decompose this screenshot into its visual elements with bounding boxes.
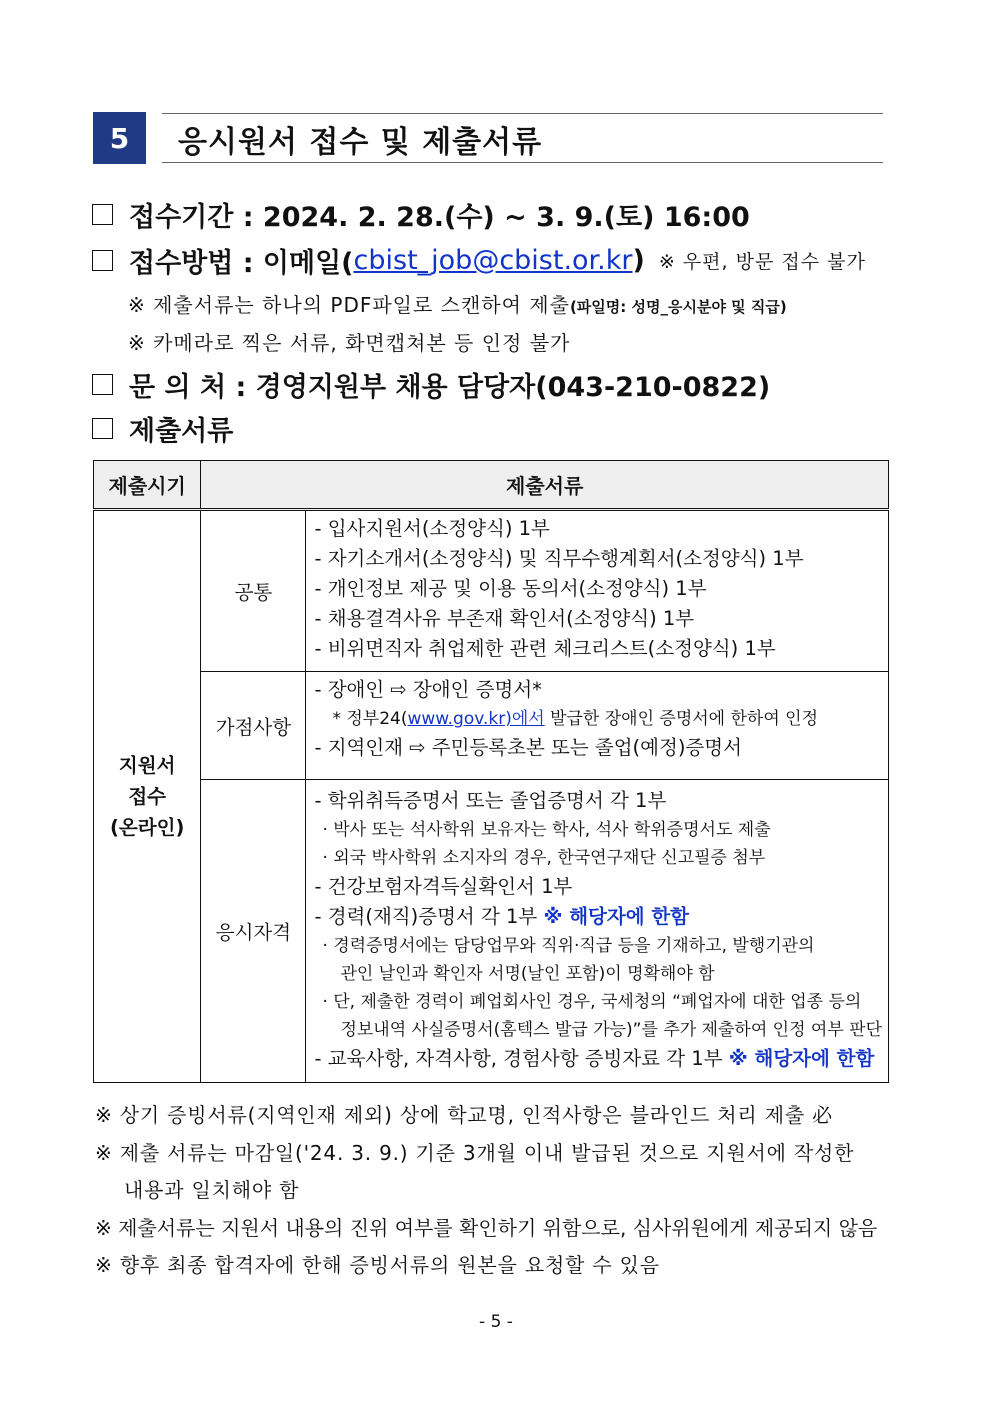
note-blind: ※ 상기 증빙서류(지역인재 제외) 상에 학교명, 인적사항은 블라인드 처리 제출 必 xyxy=(95,1103,833,1127)
bonus-items xyxy=(306,672,889,780)
checkbox-square-icon xyxy=(92,204,113,225)
list-item: - 학위취득증명서 또는 졸업증명서 각 1부 xyxy=(314,789,667,812)
bonus-note-pre: * 정부24( xyxy=(332,709,408,729)
docs-title-line xyxy=(92,409,233,448)
gov-link[interactable]: www.gov.kr)에서 xyxy=(407,709,545,729)
page-number: - 5 - xyxy=(479,1312,513,1332)
sub-note-pdf-main: ※ 제출서류는 하나의 PDF파일로 스캔하여 제출 xyxy=(128,293,570,317)
period-line xyxy=(92,195,750,234)
note-original: ※ 향후 최종 합격자에 한해 증빙서류의 원본을 요청할 수 있음 xyxy=(95,1253,660,1277)
note-purpose: ※ 제출서류는 지원서 내용의 진위 여부를 확인하기 위함으로, 심사위원에게 제공되지 않음 xyxy=(95,1216,878,1240)
method-close: ) xyxy=(632,245,645,276)
list-item xyxy=(314,1044,882,1074)
category-line: 지원서 xyxy=(118,754,176,777)
sub-note-pdf xyxy=(128,289,787,318)
category-cell xyxy=(94,510,201,1083)
bonus-note xyxy=(314,705,882,733)
list-item: - 건강보험자격득실확인서 1부 xyxy=(314,875,573,898)
list-item xyxy=(314,902,882,932)
list-subitem: · 경력증명서에는 담당업무와 직위·직급 등을 기재하고, 발행기관의 xyxy=(322,936,815,956)
education-text: - 교육사항, 자격사항, 경험사항 증빙자료 각 1부 xyxy=(314,1047,729,1070)
section-top-rule xyxy=(162,113,883,114)
list-subitem: · 외국 박사학위 소지자의 경우, 한국연구재단 신고필증 첨부 xyxy=(322,848,766,868)
list-item: - 개인정보 제공 및 이용 동의서(소정양식) 1부 xyxy=(314,577,707,600)
bonus-note-post: 발급한 장애인 증명서에 한하여 인정 xyxy=(544,709,819,729)
list-item: - 입사지원서(소정양식) 1부 xyxy=(314,517,550,540)
list-item: - 지역인재 ⇨ 주민등록초본 또는 졸업(예정)증명서 xyxy=(314,736,742,759)
category-line: (온라인) xyxy=(110,816,185,839)
list-item: - 비위면직자 취업제한 관련 체크리스트(소정양식) 1부 xyxy=(314,637,776,660)
checkbox-square-icon xyxy=(92,374,113,395)
highlight-note: ※ 해당자에 한함 xyxy=(728,1047,875,1070)
header-timing: 제출시기 xyxy=(94,461,201,510)
section-title: 응시원서 접수 및 제출서류 xyxy=(178,125,543,160)
list-subitem: · 박사 또는 석사학위 보유자는 학사, 석사 학위증명서도 제출 xyxy=(322,820,771,840)
subcat-bonus: 가점사항 xyxy=(201,672,306,780)
contact-line xyxy=(92,365,770,404)
subcat-qualification: 응시자격 xyxy=(201,780,306,1083)
method-note: ※ 우편, 방문 접수 불가 xyxy=(658,251,866,273)
list-item: - 장애인 ⇨ 장애인 증명서* xyxy=(314,678,542,701)
list-subitem-cont: 정보내역 사실증명서(홈텍스 발급 가능)”를 추가 제출하여 인정 여부 판단 xyxy=(340,1020,882,1040)
note-deadline: ※ 제출 서류는 마감일('24. 3. 9.) 기준 3개월 이내 발급된 것으로 지원서에 작성한 xyxy=(95,1141,855,1165)
period-text: 접수기간 : 2024. 2. 28.(수) ~ 3. 9.(토) 16:00 xyxy=(129,202,750,233)
header-documents: 제출서류 xyxy=(201,461,889,510)
list-subitem-cont: 관인 날인과 확인자 서명(날인 포함)이 명확해야 함 xyxy=(340,964,715,984)
list-item: - 채용결격사유 부존재 확인서(소정양식) 1부 xyxy=(314,607,695,630)
checkbox-square-icon xyxy=(92,250,113,271)
qualification-items xyxy=(306,780,889,1083)
category-line: 접수 xyxy=(128,785,167,808)
email-link[interactable]: cbist_job@cbist.or.kr xyxy=(353,245,633,276)
contact-text: 문 의 처 : 경영지원부 채용 담당자(043-210-0822) xyxy=(129,372,771,403)
checkbox-square-icon xyxy=(92,418,113,439)
method-line xyxy=(92,241,866,280)
sub-note-pdf-filename: (파일명: 성명_응시분야 및 직급) xyxy=(569,298,787,316)
sub-note-camera: ※ 카메라로 찍은 서류, 화면캡쳐본 등 인정 불가 xyxy=(128,331,571,355)
subcat-common: 공통 xyxy=(201,510,306,672)
common-items xyxy=(306,510,889,672)
highlight-note: ※ 해당자에 한함 xyxy=(543,905,690,928)
method-label: 접수방법 : 이메일( xyxy=(129,248,354,279)
section-number-badge: 5 xyxy=(93,112,146,164)
career-cert-text: - 경력(재직)증명서 각 1부 xyxy=(314,905,544,928)
documents-table xyxy=(93,460,889,1083)
note-deadline-cont: 내용과 일치해야 함 xyxy=(124,1178,300,1202)
section-bottom-rule xyxy=(162,162,883,163)
list-item: - 자기소개서(소정양식) 및 직무수행계획서(소정양식) 1부 xyxy=(314,547,804,570)
list-subitem: · 단, 제출한 경력이 폐업회사인 경우, 국세청의 “폐업자에 대한 업종 등의 xyxy=(322,992,862,1012)
docs-title: 제출서류 xyxy=(129,416,234,447)
